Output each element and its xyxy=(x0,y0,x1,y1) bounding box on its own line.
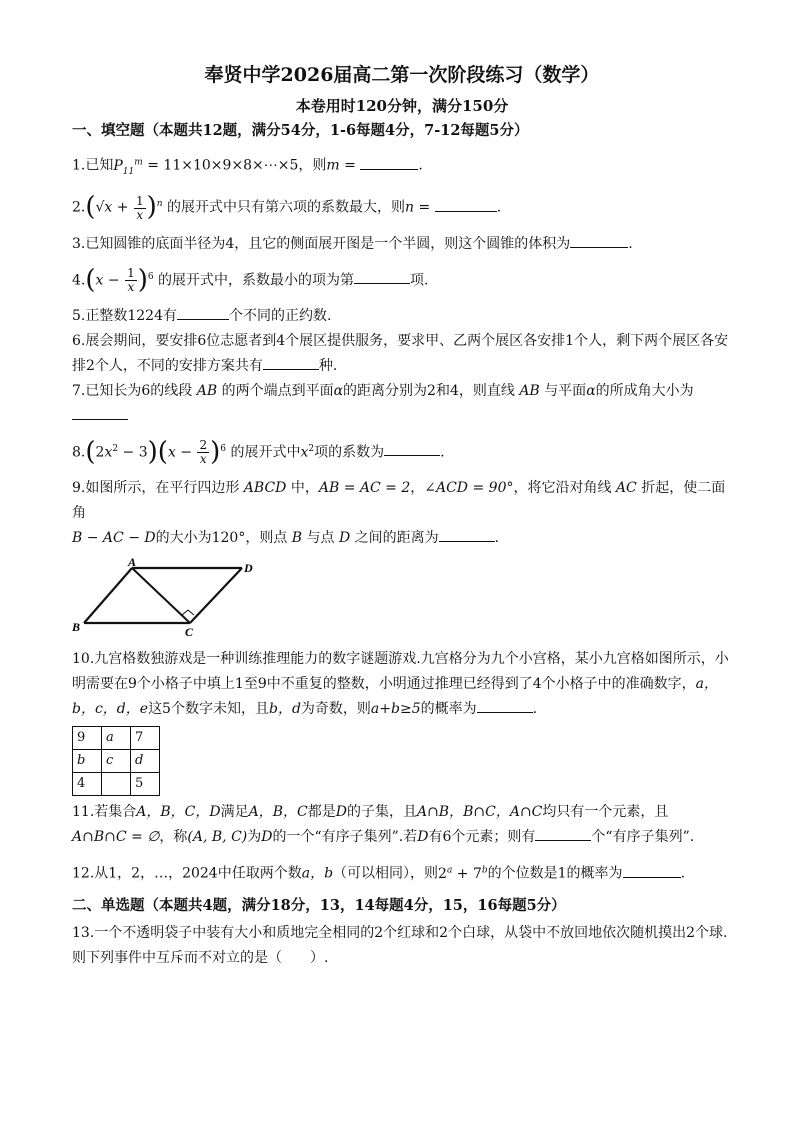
grid-cell: d xyxy=(131,749,160,772)
question-11: 11.若集合A，B，C，D满足A，B，C都是D的子集，且A∩B，B∩C，A∩C均只有一个元素，且 A∩B∩C = ∅，称(A, B, C)为D的一个“有序子集列”.若D有6个元素；则有 个“有序子集列”. xyxy=(72,803,695,845)
grid-cell: 5 xyxy=(131,772,160,795)
question-6: 6.展会期间，要安排6位志愿者到4个展区提供服务，要求甲、乙两个展区各安排1个人，剩下两个展区各安排2个人，不同的安排方案共有 种. xyxy=(72,332,729,374)
page-subtitle: 本卷用时120分钟，满分150分 xyxy=(295,97,509,115)
label-b: B xyxy=(72,619,81,634)
answer-blank-3[interactable] xyxy=(570,233,628,248)
question-5: 5.正整数1224有 个不同的正约数. xyxy=(72,304,732,329)
question-8: $8.(2x^2 - 3)(x$ − $\frac{2}{x}$ )$^6$ 的展开式中$x^2$项的系数为 . xyxy=(72,436,445,467)
answer-blank-12[interactable] xyxy=(623,863,681,878)
section-choice-heading: 二、单选题（本题共4题，满分18分，13，14每题4分，15，16每题5分） xyxy=(72,896,566,914)
answer-blank-1[interactable] xyxy=(360,155,418,170)
answer-blank-11[interactable] xyxy=(535,826,591,841)
answer-blank-8[interactable] xyxy=(384,441,440,456)
label-c: C xyxy=(185,624,194,637)
question-1: 1.已知$P_{11}^m$ = 11×10×9×8×⋯×5，则m = . xyxy=(72,150,732,184)
answer-blank-2[interactable] xyxy=(435,197,497,212)
edge-cd xyxy=(190,568,242,623)
answer-blank-5[interactable] xyxy=(177,305,229,320)
answer-blank-10[interactable] xyxy=(477,698,533,713)
grid-cell: c xyxy=(102,749,131,772)
sudoku-grid xyxy=(72,726,160,796)
answer-blank-9[interactable] xyxy=(439,527,495,542)
grid-cell: 4 xyxy=(73,772,102,795)
diagonal-ac xyxy=(132,568,190,623)
question-9: 9.如图所示，在平行四边形 ABCD 中，AB = AC = 2，∠ACD = 90°，将它沿对角线 AC 折起，使二面角 B − AC − D的大小为120°，则点 B 与点 D 之间的距离为 . xyxy=(72,479,726,546)
question-4: 4.(x − $\frac{1}{x}$ )$^6$ 的展开式中，系数最小的项为第 项. xyxy=(72,264,429,295)
grid-cell xyxy=(102,772,131,795)
answer-blank-4[interactable] xyxy=(354,269,410,284)
question-3: 3.已知圆锥的底面半径为4，且它的侧面展开图是一个半圆，则这个圆锥的体积为 . xyxy=(72,232,732,257)
question-13: 13.一个不透明袋子中装有大小和质地完全相同的2个红球和2个白球，从袋中不放回地依次随机摸出2个球.则下列事件中互斥而不对立的是（ ）. xyxy=(72,924,728,966)
question-2: 2.(√x + $\frac{1}{x}$ )$^n$ 的展开式中只有第六项的系数最大，则n = . xyxy=(72,192,502,223)
edge-ab xyxy=(84,568,132,623)
label-a: A xyxy=(128,556,137,569)
grid-cell: 7 xyxy=(131,726,160,749)
q1-formula: $P_{11}^m$ xyxy=(113,157,143,177)
question-10: 10.九宫格数独游戏是一种训练推理能力的数字谜题游戏.九宫格分为九个小宫格，某小九宫格如图所示，小明需要在9个小格子中填上1至9中不重复的整数，小明通过推理已经得到了4个小格子中的准确数字，a，b，c，d，e这5个数字未知，且b，d为奇数，则a+b≥5的概率为 . xyxy=(72,650,729,717)
exam-page xyxy=(72,62,732,979)
answer-blank-7[interactable] xyxy=(72,405,128,420)
right-angle-mark xyxy=(182,610,194,615)
label-d: D xyxy=(244,560,253,575)
question-7: 7.已知长为6的线段 AB 的两个端点到平面α的距离分别为2和4，则直线 AB 与平面α的所成角大小为 xyxy=(72,379,732,429)
question-12: 12.从1，2，…，2024中任取两个数a，b（可以相同），则$2^a + 7^b$的个位数是1的概率为 . xyxy=(72,858,732,887)
parallelogram-figure xyxy=(72,557,732,641)
q12-expression: $2^a + 7^b$ xyxy=(438,864,488,882)
page-title: 奉贤中学2026届高二第一次阶段练习（数学） xyxy=(204,64,600,86)
grid-cell: b xyxy=(73,749,102,772)
answer-blank-6[interactable] xyxy=(263,355,319,370)
grid-cell: a xyxy=(102,726,131,749)
section-fill-in-heading: 一、填空题（本题共12题，满分54分，1-6每题4分，7-12每题5分） xyxy=(72,122,529,139)
grid-cell: 9 xyxy=(73,726,102,749)
parallelogram-diagram xyxy=(72,557,262,637)
